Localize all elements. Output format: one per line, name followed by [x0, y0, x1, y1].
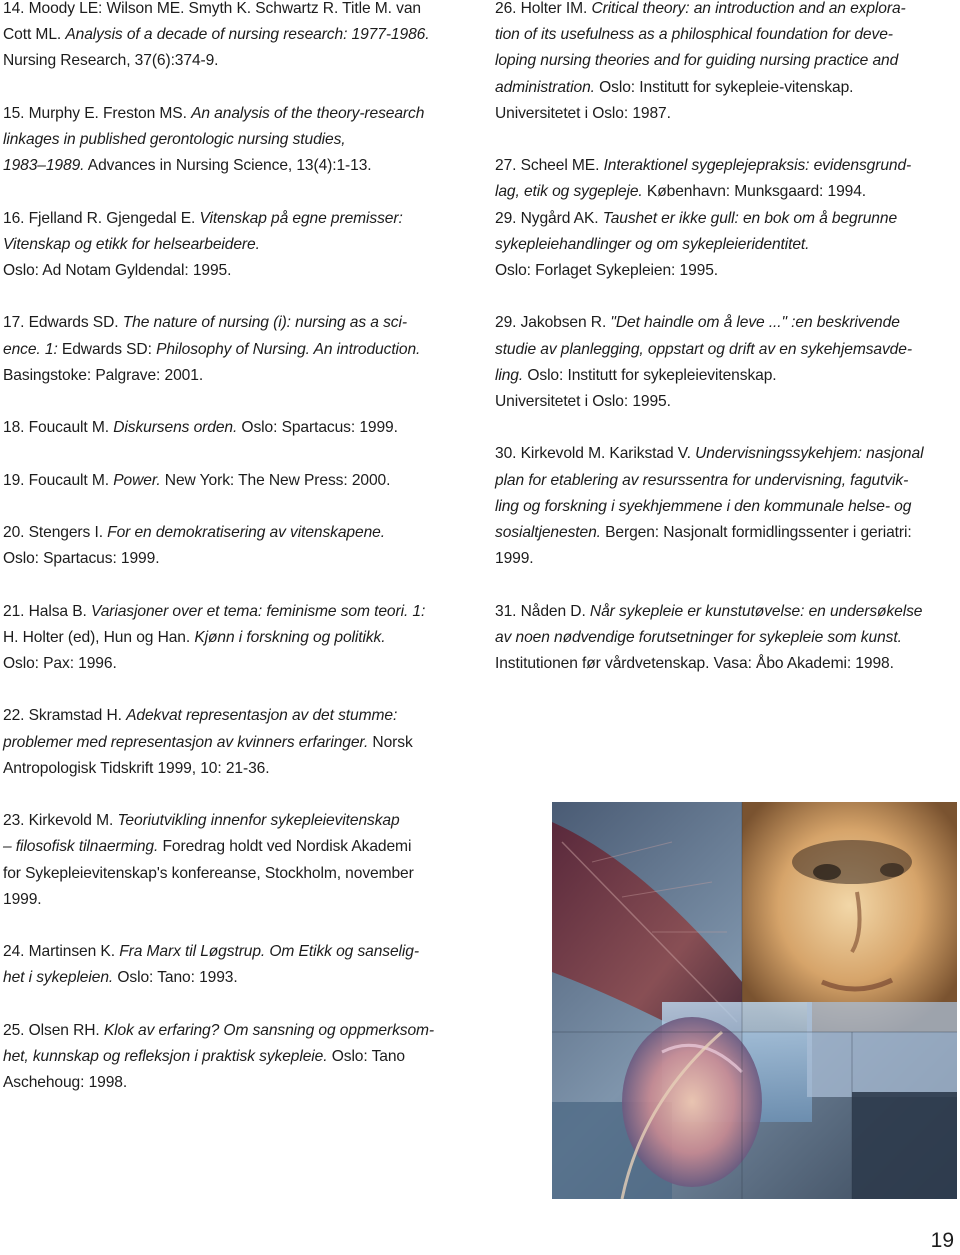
reference-entry — [3, 415, 465, 441]
reference-text: 29. Jakobsen R. — [495, 314, 611, 332]
reference-line — [3, 415, 465, 441]
reference-entry — [495, 153, 957, 284]
reference-text: Bergen: Nasjonalt formidlingssenter i geriatri: — [600, 524, 912, 542]
reference-title-text: ence. 1: — [3, 340, 58, 358]
reference-line — [495, 363, 957, 389]
reference-line — [495, 179, 957, 205]
reference-line — [495, 337, 957, 363]
reference-line — [3, 310, 465, 336]
reference-text: Foredrag holdt ved Nordisk Akademi — [158, 838, 412, 856]
reference-title-text: Critical theory: an introduction and an explora- — [591, 0, 906, 17]
reference-line — [495, 206, 957, 232]
reference-title-text: Analysis of a decade of nursing research: 1977-1986. — [65, 26, 430, 44]
reference-line — [3, 808, 465, 834]
reference-entry — [3, 520, 465, 572]
reference-entry — [3, 310, 465, 389]
reference-text: 24. Martinsen K. — [3, 943, 120, 961]
reference-line — [3, 127, 465, 153]
reference-text: 22. Skramstad H. — [3, 707, 127, 725]
reference-title-text: Klok av erfaring? Om sansning og oppmerksom- — [103, 1021, 435, 1039]
reference-text: 31. Nåden D. — [495, 602, 590, 620]
references-left-column — [3, 0, 465, 1123]
reference-line — [495, 101, 957, 127]
reference-title-text: Philosophy of Nursing. An introduction. — [156, 340, 421, 358]
reference-line — [3, 730, 465, 756]
reference-line — [3, 861, 465, 887]
reference-title-text: lag, etik og sygepleje. — [495, 183, 643, 201]
reference-title-text: studie av planlegging, oppstart og drift av en sykehjemsavde- — [495, 340, 912, 358]
reference-entry — [495, 310, 957, 415]
reference-line — [3, 153, 465, 179]
reference-title-text: Kjønn i forskning og politikk. — [194, 628, 386, 646]
reference-line — [3, 1044, 465, 1070]
reference-line — [495, 232, 957, 258]
reference-title-text: administration. — [495, 78, 595, 96]
reference-entry — [3, 599, 465, 678]
reference-line — [495, 153, 957, 179]
reference-text: Antropologisk Tidskrift 1999, 10: 21-36. — [3, 759, 270, 777]
reference-line — [3, 887, 465, 913]
reference-line — [3, 337, 465, 363]
reference-line — [3, 520, 465, 546]
reference-entry — [3, 0, 465, 75]
reference-line — [495, 75, 957, 101]
reference-title-text: linkages in published gerontologic nursing studies, — [3, 131, 346, 148]
reference-title-text: Når sykepleie er kunstutøvelse: en undersøkelse — [589, 602, 923, 620]
reference-text: Norsk — [368, 733, 413, 751]
reference-entry — [3, 206, 465, 285]
reference-title-text: Fra Marx til Løgstrup. Om Etikk og sanselig- — [119, 943, 419, 961]
reference-title-text: Diskursens orden. — [113, 419, 238, 437]
reference-line — [3, 1070, 465, 1096]
reference-entry — [3, 101, 465, 180]
reference-line — [3, 468, 465, 494]
reference-line — [495, 441, 957, 467]
reference-entry — [495, 441, 957, 572]
reference-entry — [3, 468, 465, 494]
reference-text: 16. Fjelland R. Gjengedal E. — [3, 209, 200, 227]
reference-line — [3, 22, 465, 48]
reference-line — [3, 48, 465, 74]
reference-title-text: Vitenskap og etikk for helsearbeidere. — [3, 235, 260, 253]
reference-title-text: tion of its usefulness as a philosphical foundation for deve- — [495, 26, 893, 44]
reference-text: for Sykepleievitenskap's konfereanse, Stockholm, november — [3, 864, 414, 882]
reference-text: Advances in Nursing Science, 13(4):1-13. — [84, 157, 372, 175]
reference-title-text: Taushet er ikke gull: en bok om å begrunne — [602, 209, 898, 227]
reference-text: Nursing Research, 37(6):374-9. — [3, 52, 219, 70]
reference-line — [3, 101, 465, 127]
collage-photo — [552, 802, 957, 1199]
reference-title-text: loping nursing theories and for guiding nursing practice and — [495, 52, 899, 70]
reference-line — [3, 756, 465, 782]
reference-line — [495, 494, 957, 520]
collage-image — [552, 802, 957, 1199]
reference-title-text: ling. — [495, 366, 524, 384]
reference-text: 26. Holter IM. — [495, 0, 592, 17]
reference-line — [3, 599, 465, 625]
reference-title-text: Vitenskap på egne premisser: — [199, 209, 403, 227]
reference-text: 1999. — [3, 890, 42, 908]
reference-line — [495, 520, 957, 546]
reference-entry — [3, 1018, 465, 1097]
reference-line — [3, 206, 465, 232]
reference-text: København: Munksgaard: 1994. — [642, 183, 867, 201]
reference-line — [495, 22, 957, 48]
reference-line — [495, 546, 957, 572]
reference-text: Universitetet i Oslo: 1987. — [495, 104, 671, 122]
reference-text: Oslo: Forlaget Sykepleien: 1995. — [495, 262, 719, 280]
reference-line — [3, 0, 465, 22]
reference-entry — [495, 0, 957, 127]
reference-line — [495, 389, 957, 415]
reference-title-text: Variasjoner over et tema: feminisme som teori. 1: — [90, 602, 426, 620]
reference-title-text: 1983–1989. — [3, 157, 85, 175]
reference-title-text: The nature of nursing (i): nursing as a sci- — [122, 314, 407, 332]
reference-line — [495, 468, 957, 494]
reference-title-text: problemer med representasjon av kvinners erfaringer. — [3, 733, 369, 751]
reference-text: Oslo: Institutt for sykepleievitenskap. — [523, 366, 777, 384]
reference-title-text: plan for etablering av resurssentra for undervisning, fagutvik- — [495, 471, 909, 489]
reference-text: Oslo: Spartacus: 1999. — [237, 419, 398, 437]
reference-line — [3, 232, 465, 258]
reference-title-text: Interaktionel sygeplejepraksis: evidensgrund- — [603, 157, 912, 175]
reference-text: Edwards SD: — [57, 340, 157, 358]
reference-line — [3, 939, 465, 965]
reference-text: 23. Kirkevold M. — [3, 812, 118, 830]
reference-title-text: av noen nødvendige forutsetninger for sykepleie som kunst. — [495, 628, 902, 646]
reference-title-text: Teoriutvikling innenfor sykepleievitenskap — [117, 812, 400, 830]
reference-text: Institutionen før vårdvetenskap. Vasa: Åbo Akademi: 1998. — [495, 655, 894, 673]
references-right-column — [495, 0, 957, 703]
reference-line — [3, 703, 465, 729]
page-number: 19 — [930, 1229, 954, 1252]
reference-text: 17. Edwards SD. — [3, 314, 123, 332]
reference-line — [495, 0, 957, 22]
reference-line — [3, 625, 465, 651]
reference-text: 21. Halsa B. — [3, 602, 91, 620]
reference-line — [3, 1018, 465, 1044]
reference-line — [3, 546, 465, 572]
reference-text: Cott ML. — [3, 26, 66, 44]
reference-text: Oslo: Tano — [327, 1047, 405, 1065]
reference-text: 14. Moody LE: Wilson ME. Smyth K. Schwartz R. Title M. van — [3, 0, 421, 17]
reference-line — [495, 599, 957, 625]
reference-text: Oslo: Tano: 1993. — [113, 969, 238, 987]
reference-text: New York: The New Press: 2000. — [160, 471, 391, 489]
reference-entry — [3, 703, 465, 782]
reference-text: H. Holter (ed), Hun og Han. — [3, 628, 195, 646]
reference-line — [495, 258, 957, 284]
reference-line — [495, 310, 957, 336]
reference-text: Oslo: Institutt for sykepleie-vitenskap. — [594, 78, 854, 96]
reference-text: 15. Murphy E. Freston MS. — [3, 104, 192, 122]
reference-title-text: het, kunnskap og refleksjon i praktisk sykepleie. — [3, 1047, 328, 1065]
reference-title-text: het i sykepleien. — [3, 969, 114, 987]
reference-text: 20. Stengers I. — [3, 523, 108, 541]
reference-line — [3, 834, 465, 860]
reference-text: 30. Kirkevold M. Karikstad V. — [495, 445, 696, 463]
reference-entry — [495, 599, 957, 678]
reference-line — [3, 965, 465, 991]
reference-line — [3, 651, 465, 677]
reference-title-text: Power. — [113, 471, 161, 489]
reference-text: Universitetet i Oslo: 1995. — [495, 393, 671, 411]
reference-title-text: – filosofisk tilnaerming. — [3, 838, 159, 856]
reference-title-text: An analysis of the theory-research — [191, 104, 425, 122]
reference-title-text: Adekvat representasjon av det stumme: — [126, 707, 398, 725]
reference-title-text: Undervisningssykehjem: nasjonal — [695, 445, 924, 463]
reference-title-text: For en demokratisering av vitenskapene. — [107, 523, 385, 541]
reference-text: 1999. — [495, 550, 534, 568]
reference-title-text: sosialtjenesten. — [495, 524, 601, 542]
reference-line — [3, 258, 465, 284]
reference-text: 25. Olsen RH. — [3, 1021, 104, 1039]
reference-text: Oslo: Ad Notam Gyldendal: 1995. — [3, 262, 232, 279]
reference-title-text: sykepleiehandlinger og om sykepleieridentitet. — [495, 235, 810, 253]
reference-text: Basingstoke: Palgrave: 2001. — [3, 366, 204, 384]
reference-text: Aschehoug: 1998. — [3, 1074, 128, 1092]
reference-text: Oslo: Spartacus: 1999. — [3, 550, 160, 568]
reference-title-text: "Det haindle om å leve ..." :en beskrivende — [610, 314, 900, 332]
reference-line — [495, 48, 957, 74]
reference-line — [495, 625, 957, 651]
reference-title-text: ling og forskning i syekhjemmene i den kommunale helse- og — [495, 497, 912, 515]
reference-line — [3, 363, 465, 389]
reference-entry — [3, 939, 465, 991]
reference-text: 19. Foucault M. — [3, 471, 114, 489]
reference-text: 27. Scheel ME. — [495, 157, 604, 175]
reference-text: Oslo: Pax: 1996. — [3, 654, 117, 672]
reference-text: 29. Nygård AK. — [495, 209, 603, 227]
reference-line — [495, 651, 957, 677]
reference-text: 18. Foucault M. — [3, 419, 114, 437]
reference-entry — [3, 808, 465, 913]
